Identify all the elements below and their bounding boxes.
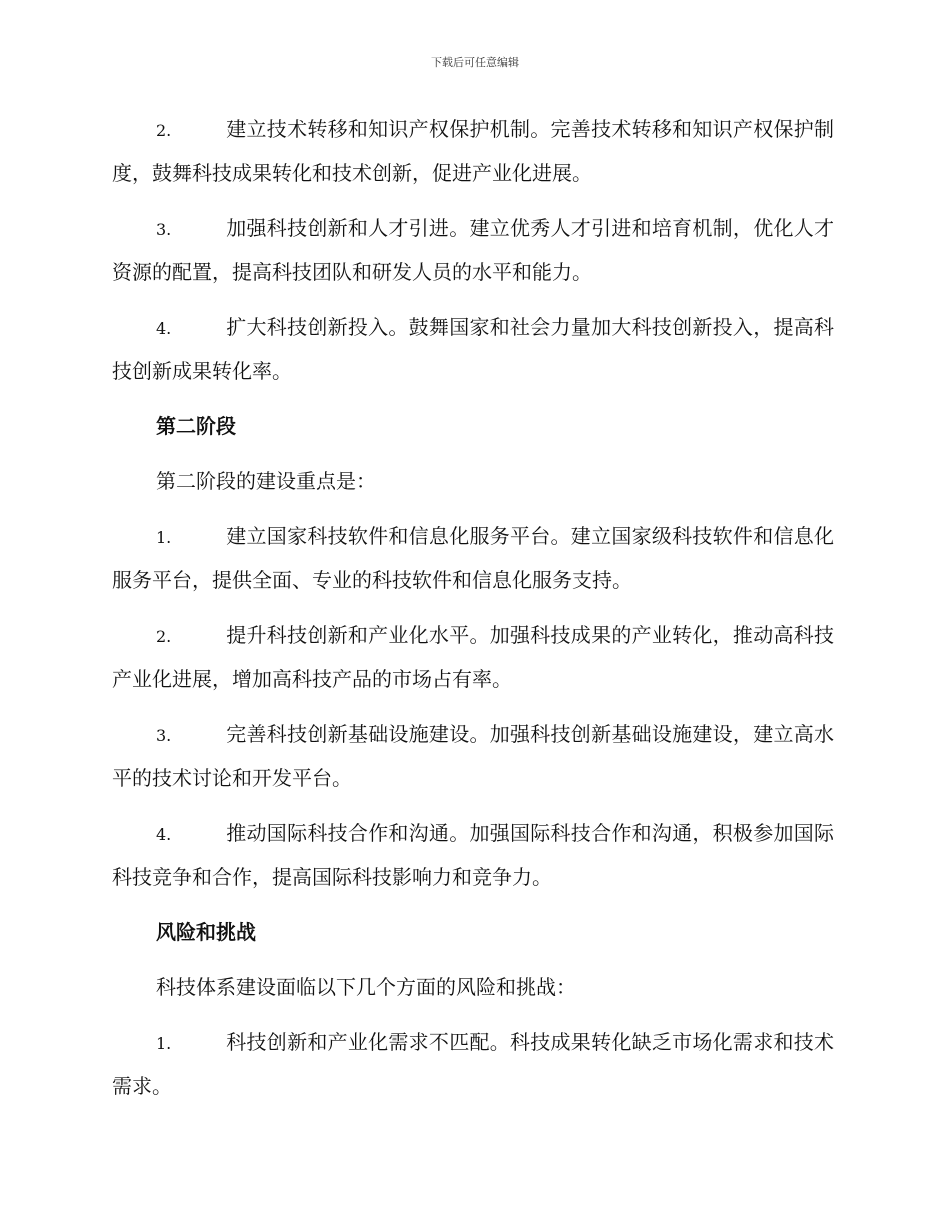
list-item bbox=[112, 515, 834, 601]
item-text: 加强科技创新和人才引进。建立优秀人才引进和培育机制，优化人才资源的配置，提高科技团队和研发人员的水平和能力。 bbox=[112, 216, 834, 284]
item-number: 4. bbox=[156, 825, 172, 844]
item-number: 3. bbox=[156, 220, 172, 239]
item-text: 建立国家科技软件和信息化服务平台。建立国家级科技软件和信息化服务平台，提供全面、专业的科技软件和信息化服务支持。 bbox=[112, 524, 834, 592]
list-item bbox=[112, 306, 834, 392]
list-item bbox=[112, 812, 834, 898]
item-text: 扩大科技创新投入。鼓舞国家和社会力量加大科技创新投入，提高科技创新成果转化率。 bbox=[112, 315, 834, 383]
section-heading-risks: 风险和挑战 bbox=[156, 920, 256, 944]
list-item bbox=[112, 713, 834, 799]
item-text: 提升科技创新和产业化水平。加强科技成果的产业转化，推动高科技产业化进展，增加高科技产品的市场占有率。 bbox=[112, 623, 834, 691]
header-note: 下载后可任意编辑 bbox=[431, 56, 519, 69]
section-heading-stage-two: 第二阶段 bbox=[156, 414, 236, 438]
item-text: 完善科技创新基础设施建设。加强科技创新基础设施建设，建立高水平的技术讨论和开发平台。 bbox=[112, 722, 834, 790]
section-intro-stage-two: 第二阶段的建设重点是： bbox=[156, 469, 376, 493]
item-number: 1. bbox=[156, 528, 172, 547]
section-intro-risks: 科技体系建设面临以下几个方面的风险和挑战： bbox=[156, 975, 576, 999]
item-text: 建立技术转移和知识产权保护机制。完善技术转移和知识产权保护制度，鼓舞科技成果转化和技术创新，促进产业化进展。 bbox=[112, 117, 834, 185]
item-number: 2. bbox=[156, 627, 172, 646]
document-body bbox=[112, 108, 834, 1120]
list-item bbox=[112, 1021, 834, 1107]
item-number: 1. bbox=[156, 1034, 172, 1053]
item-text: 科技创新和产业化需求不匹配。科技成果转化缺乏市场化需求和技术需求。 bbox=[112, 1030, 834, 1098]
item-text: 推动国际科技合作和沟通。加强国际科技合作和沟通，积极参加国际科技竞争和合作，提高国际科技影响力和竞争力。 bbox=[112, 821, 834, 889]
item-number: 4. bbox=[156, 319, 172, 338]
list-item bbox=[112, 108, 834, 194]
list-item bbox=[112, 207, 834, 293]
item-number: 3. bbox=[156, 726, 172, 745]
item-number: 2. bbox=[156, 121, 172, 140]
list-item bbox=[112, 614, 834, 700]
